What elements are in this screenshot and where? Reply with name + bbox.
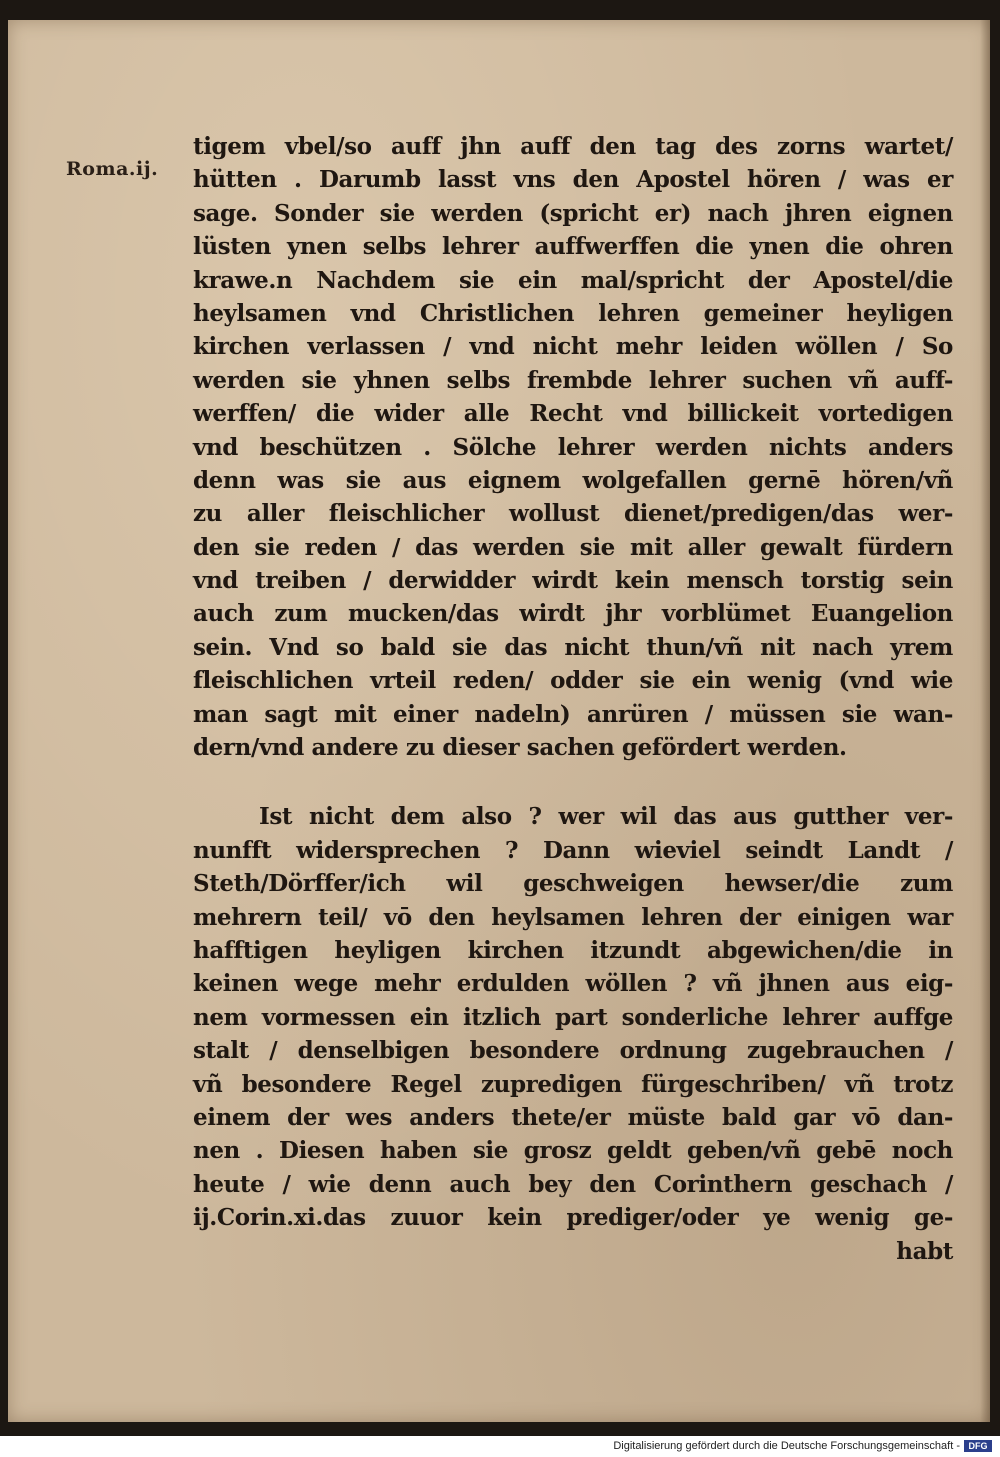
text-line: Steth/Dörffer/ich wil geschweigen hewser/die zum (193, 870, 953, 898)
text-line: kirchen verlassen / vnd nicht mehr leiden wöllen / So (193, 333, 953, 361)
text-line: werffen/ die wider alle Recht vnd billickeit vortedigen (193, 400, 953, 428)
text-line: krawe.n Nachdem sie ein mal/spricht der Apostel/die (193, 266, 953, 294)
text-line: nen . Diesen haben sie grosz geldt geben/vñ gebē noch (193, 1137, 953, 1165)
text-line: einem der wes anders thete/er müste bald gar vō dan- (193, 1103, 953, 1131)
text-line: vñ besondere Regel zupredigen fürgeschriben/ vñ trotz (193, 1070, 953, 1098)
text-line: tigem vbel/so auff jhn auff den tag des zorns wartet/ (193, 133, 953, 160)
text-line: vnd treiben / derwidder wirdt kein mensch torstig sein (193, 567, 953, 595)
text-line: heute / wie denn auch bey den Corinthern geschach / (193, 1170, 953, 1198)
text-line: keinen wege mehr erdulden wöllen ? vñ jhnen aus eig- (193, 970, 953, 998)
text-line: fleischlichen vrteil reden/ odder sie ein wenig (vnd wie (193, 667, 953, 695)
paragraph-gap (193, 764, 953, 800)
text-line: nunfft widersprechen ? Dann wieviel seindt Landt / (193, 836, 953, 864)
dfg-logo-icon[interactable]: DFG (964, 1440, 992, 1452)
text-line: auch zum mucken/das wirdt jhr vorblümet Euangelion (193, 600, 953, 628)
text-line: Ist nicht dem also ? wer wil das aus gutther ver- (259, 803, 953, 831)
paragraph-2 (193, 800, 953, 1267)
page-edge-shadow (980, 20, 990, 1422)
text-line: nem vormessen ein itzlich part sonderliche lehrer auffge (193, 1003, 953, 1031)
text-line: den sie reden / das werden sie mit aller gewalt fürdern (193, 533, 953, 561)
text-line: zu aller fleischlicher wollust dienet/predigen/das wer- (193, 500, 953, 528)
text-line: ij.Corin.xi.das zuuor kein prediger/oder ye wenig ge- (193, 1204, 953, 1232)
text-line: dern/vnd andere zu dieser sachen gefördert werden. (193, 734, 847, 762)
text-line: man sagt mit einer nadeln) anrüren / müssen sie wan- (193, 700, 953, 728)
text-line: hafftigen heyligen kirchen itzundt abgewichen/die in (193, 936, 953, 964)
text-line: heylsamen vnd Christlichen lehren gemeiner heyligen (193, 299, 953, 327)
text-line: sein. Vnd so bald sie das nicht thun/vñ nit nach yrem (193, 633, 953, 661)
text-line: denn was sie aus eignem wolgefallen gernē hören/vñ (193, 466, 953, 494)
text-line: hütten . Darumb lasst vns den Apostel hören / was er (193, 166, 953, 194)
margin-note: Roma.ij. (66, 158, 159, 180)
footer-bar (0, 1436, 1000, 1457)
text-line: lüsten ynen selbs lehrer auffwerffen die ynen die ohren (193, 233, 953, 261)
book-page (8, 20, 990, 1422)
catchword: habt (896, 1237, 953, 1265)
text-line: werden sie yhnen selbs frembde lehrer suchen vñ auff- (193, 366, 953, 394)
paragraph-1 (193, 130, 953, 764)
text-line: sage. Sonder sie werden (spricht er) nach jhren eignen (193, 199, 953, 227)
text-block (193, 130, 953, 1268)
text-line: mehrern teil/ vō den heylsamen lehren der einigen war (193, 903, 953, 931)
text-line: vnd beschützen . Sölche lehrer werden nichts anders (193, 433, 953, 461)
footer-credit: Digitalisierung gefördert durch die Deutsche Forschungsgemeinschaft - (613, 1440, 960, 1452)
text-line: stalt / denselbigen besondere ordnung zugebrauchen / (193, 1037, 953, 1065)
